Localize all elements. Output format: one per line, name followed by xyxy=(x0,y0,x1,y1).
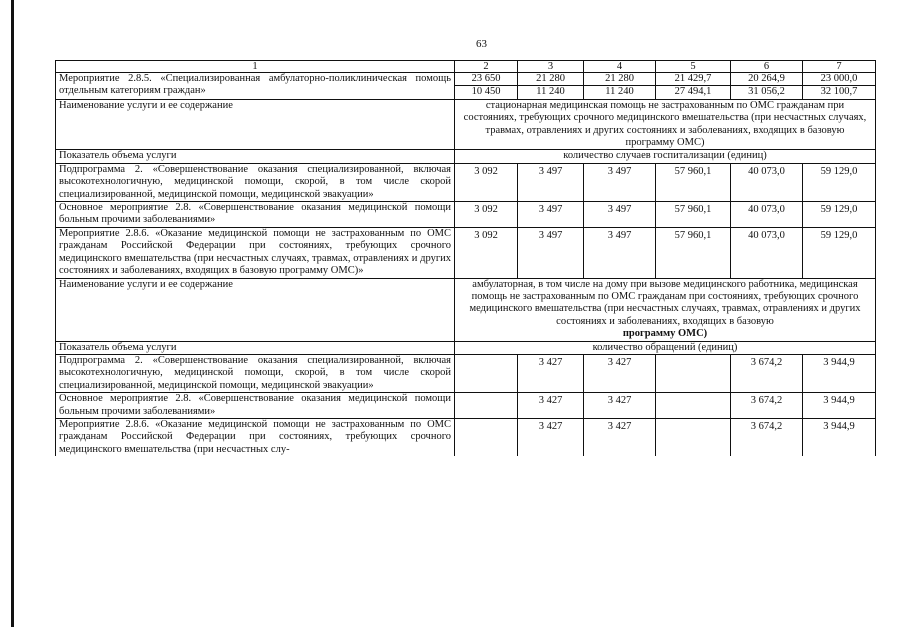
value-line-2: 31 056,2 xyxy=(748,86,785,98)
value-cell: 57 960,1 xyxy=(656,202,731,228)
value-cell: 57 960,1 xyxy=(656,163,731,201)
row-name: Подпрограмма 2. «Совершенствование оказания специализированной, включая высокотехнологичную, медицинской помощи, скорой, в том числе скорой специализированной, медицинской помощи, медицинской эвакуации» xyxy=(56,163,455,201)
table-row xyxy=(56,202,876,228)
value-cell xyxy=(455,393,518,419)
row-name: Мероприятие 2.8.6. «Оказание медицинской помощи не застрахованным по ОМС гражданам Российской Федерации при состояниях, требующих срочного медицинского вмешательства (при несчастных слу- xyxy=(56,418,455,456)
value-cell: 3 092 xyxy=(455,227,518,278)
value-line-1: 21 429,7 xyxy=(656,73,730,86)
row-name: Основное мероприятие 2.8. «Совершенствование оказания медицинской помощи больным прочими заболеваниями» xyxy=(56,393,455,419)
table-row xyxy=(56,354,876,392)
value-cell: 3 427 xyxy=(584,354,656,392)
value-cell: 3 944,9 xyxy=(803,393,876,419)
value-cell: 59 129,0 xyxy=(803,227,876,278)
value-cell: 3 092 xyxy=(455,202,518,228)
indicator-label: Показатель объема услуги xyxy=(56,150,455,163)
value-cell: 3 427 xyxy=(584,393,656,419)
indicator-description: количество случаев госпитализации (единиц) xyxy=(455,150,876,163)
service-description: стационарная медицинская помощь не застрахованным по ОМС гражданам при состояниях, требующих срочного медицинского вмешательства (при несчастных случаях, травмах, отравлениях и других состояниях и заболеваниях, входящих в базовую программу ОМС) xyxy=(455,99,876,150)
indicator-label: Показатель объема услуги xyxy=(56,341,455,354)
value-cell: 59 129,0 xyxy=(803,202,876,228)
header-cell: 6 xyxy=(731,61,803,73)
table-row xyxy=(56,163,876,201)
value-cell: 3 674,2 xyxy=(731,354,803,392)
value-cell: 57 960,1 xyxy=(656,227,731,278)
value-line-2: 10 450 xyxy=(471,86,501,98)
value-cell: 3 427 xyxy=(518,418,584,456)
table-row-indicator-1 xyxy=(56,150,876,163)
header-cell: 1 xyxy=(56,61,455,73)
header-cell: 5 xyxy=(656,61,731,73)
value-cell xyxy=(584,73,656,100)
value-cell: 3 497 xyxy=(584,202,656,228)
value-cell xyxy=(455,354,518,392)
row-name: Основное мероприятие 2.8. «Совершенствование оказания медицинской помощи больным прочими заболеваниями» xyxy=(56,202,455,228)
header-row xyxy=(56,61,876,73)
value-cell: 3 092 xyxy=(455,163,518,201)
value-line-2: 27 494,1 xyxy=(674,86,712,98)
value-cell: 3 497 xyxy=(518,163,584,201)
value-cell: 3 427 xyxy=(518,393,584,419)
row-name: Мероприятие 2.8.6. «Оказание медицинской помощи не застрахованным по ОМС гражданам Российской Федерации при состояниях, требующих срочного медицинского вмешательства (при несчастных случаях, травмах, отравлениях и других состояниях и заболеваниях, входящих в базовую программу ОМС)» xyxy=(56,227,455,278)
service-description-text: амбулаторная, в том числе на дому при вызове медицинского работника, медицинская помощь не застрахованным по ОМС гражданам при состояниях, требующих срочного медицинского вмешательства (при несчастных случаях, травмах, отравлениях и других состояниях и заболеваниях, входящих в базовую xyxy=(469,278,861,327)
value-cell: 3 427 xyxy=(584,418,656,456)
value-cell: 3 497 xyxy=(584,163,656,201)
page-number: 63 xyxy=(476,38,487,50)
value-cell: 3 497 xyxy=(518,227,584,278)
value-cell xyxy=(656,354,731,392)
table-row-event-285 xyxy=(56,73,876,100)
value-line-2: 11 240 xyxy=(536,86,565,98)
header-cell: 4 xyxy=(584,61,656,73)
table-row-indicator-2 xyxy=(56,341,876,354)
table-row xyxy=(56,418,876,456)
value-cell: 59 129,0 xyxy=(803,163,876,201)
value-cell: 3 427 xyxy=(518,354,584,392)
value-cell xyxy=(656,418,731,456)
value-cell: 40 073,0 xyxy=(731,163,803,201)
value-cell: 40 073,0 xyxy=(731,202,803,228)
table-row-service-2 xyxy=(56,278,876,341)
value-line-1: 23 650 xyxy=(455,73,517,86)
value-cell: 3 944,9 xyxy=(803,418,876,456)
value-cell xyxy=(518,73,584,100)
header-cell: 2 xyxy=(455,61,518,73)
header-cell: 7 xyxy=(803,61,876,73)
value-cell: 3 674,2 xyxy=(731,393,803,419)
data-table xyxy=(55,60,876,456)
value-cell xyxy=(656,393,731,419)
value-cell xyxy=(455,73,518,100)
value-cell: 3 674,2 xyxy=(731,418,803,456)
service-description xyxy=(455,278,876,341)
value-cell: 3 497 xyxy=(584,227,656,278)
row-name: Подпрограмма 2. «Совершенствование оказания специализированной, включая высокотехнологичную, медицинской помощи, скорой, в том числе скорой специализированной, медицинской помощи, медицинской эвакуации» xyxy=(56,354,455,392)
value-cell xyxy=(803,73,876,100)
table-row xyxy=(56,227,876,278)
value-cell xyxy=(656,73,731,100)
value-cell: 3 944,9 xyxy=(803,354,876,392)
service-label: Наименование услуги и ее содержание xyxy=(56,99,455,150)
value-cell xyxy=(731,73,803,100)
row-name: Мероприятие 2.8.5. «Специализированная амбулаторно-поликлиническая помощь отдельным категориям граждан» xyxy=(56,73,455,100)
value-cell: 40 073,0 xyxy=(731,227,803,278)
value-cell: 3 497 xyxy=(518,202,584,228)
value-cell xyxy=(455,418,518,456)
service-label: Наименование услуги и ее содержание xyxy=(56,278,455,341)
indicator-description: количество обращений (единиц) xyxy=(455,341,876,354)
value-line-2: 11 240 xyxy=(605,86,634,98)
header-cell: 3 xyxy=(518,61,584,73)
value-line-1: 23 000,0 xyxy=(803,73,875,86)
value-line-1: 20 264,9 xyxy=(731,73,802,86)
table-row-service-1 xyxy=(56,99,876,150)
page-edge-line xyxy=(11,0,14,627)
value-line-1: 21 280 xyxy=(518,73,583,86)
service-description-tail: программу ОМС) xyxy=(622,328,708,340)
table-row xyxy=(56,393,876,419)
value-line-1: 21 280 xyxy=(584,73,655,86)
value-line-2: 32 100,7 xyxy=(820,86,858,98)
